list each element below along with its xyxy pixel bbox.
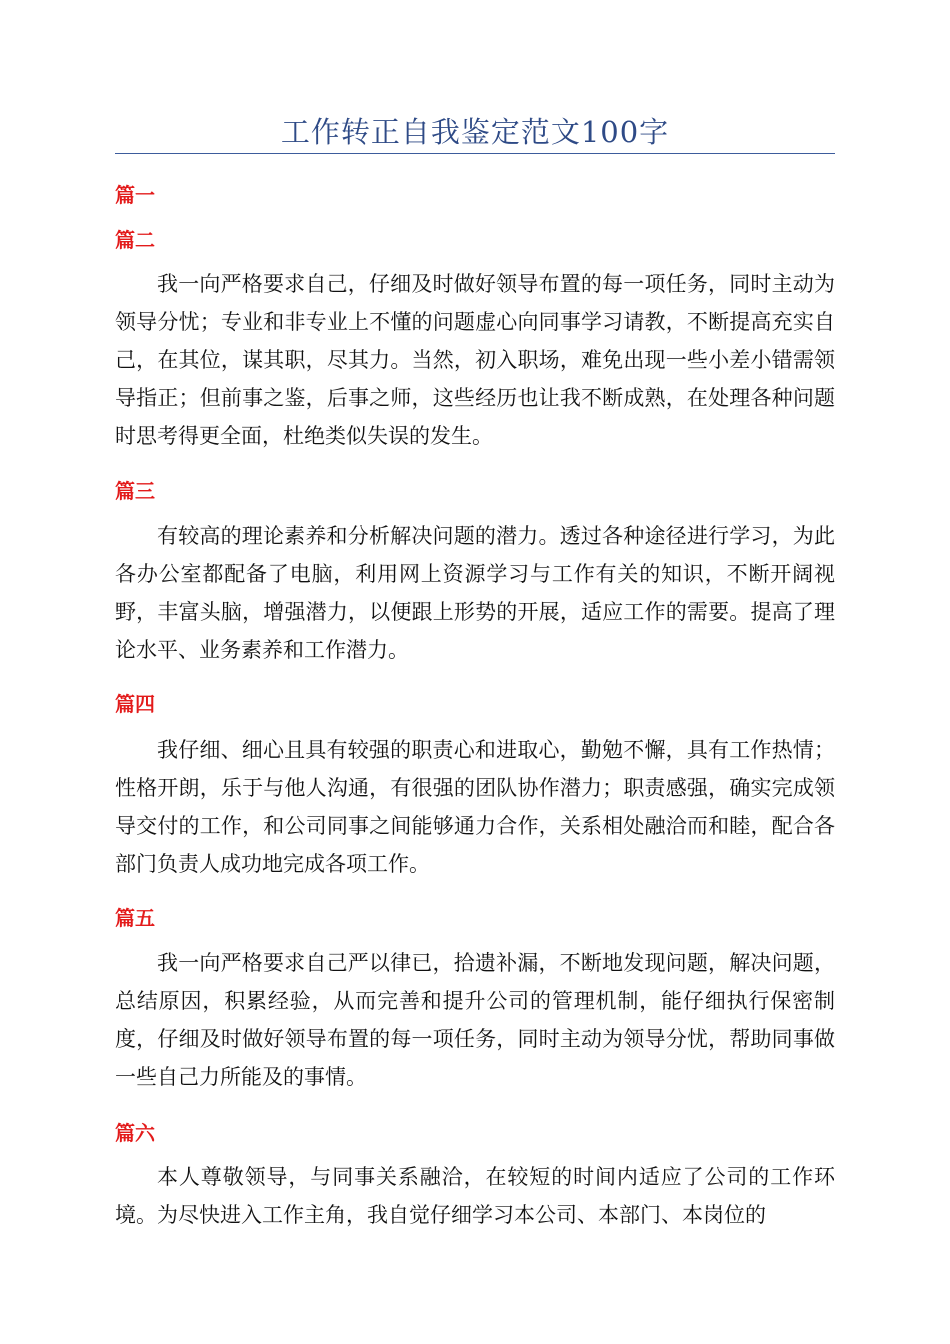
document-title: 工作转正自我鉴定范文100字: [280, 115, 670, 149]
section-body-5: 我一向严格要求自己严以律已，拾遗补漏，不断地发现问题，解决问题，总结原因，积累经验，从而完善和提升公司的管理机制，能仔细执行保密制度，仔细及时做好领导布置的每一项任务，同时主动为领导分忧，帮助同事做一些自己力所能及的事情。: [115, 951, 835, 1089]
section-body-4: 我仔细、细心且具有较强的职责心和进取心，勤勉不懈，具有工作热情；性格开朗，乐于与他人沟通，有很强的团队协作潜力；职责感强，确实完成领导交付的工作，和公司同事之间能够通力合作，关系相处融洽而和睦，配合各部门负责人成功地完成各项工作。: [115, 738, 835, 876]
section-heading-3: 篇三: [115, 479, 155, 503]
section-heading-6: 篇六: [115, 1121, 155, 1145]
section-heading-5: 篇五: [115, 906, 155, 930]
section-body-6: 本人尊敬领导，与同事关系融洽，在较短的时间内适应了公司的工作环境。为尽快进入工作主角，我自觉仔细学习本公司、本部门、本岗位的: [115, 1165, 835, 1227]
section-heading-2: 篇二: [115, 228, 155, 252]
section-heading-4: 篇四: [115, 692, 155, 716]
title-underline: [115, 153, 835, 154]
section-body-2: 我一向严格要求自己，仔细及时做好领导布置的每一项任务，同时主动为领导分忧；专业和非专业上不懂的问题虚心向同事学习请教，不断提高充实自己，在其位，谋其职，尽其力。当然，初入职场，难免出现一些小差小错需领导指正；但前事之鉴，后事之师，这些经历也让我不断成熟，在处理各种问题时思考得更全面，杜绝类似失误的发生。: [115, 272, 835, 448]
section-body-3: 有较高的理论素养和分析解决问题的潜力。透过各种途径进行学习，为此各办公室都配备了电脑，利用网上资源学习与工作有关的知识，不断开阔视野，丰富头脑，增强潜力，以便跟上形势的开展，适应工作的需要。提高了理论水平、业务素养和工作潜力。: [115, 524, 835, 662]
section-heading-1: 篇一: [115, 183, 155, 207]
